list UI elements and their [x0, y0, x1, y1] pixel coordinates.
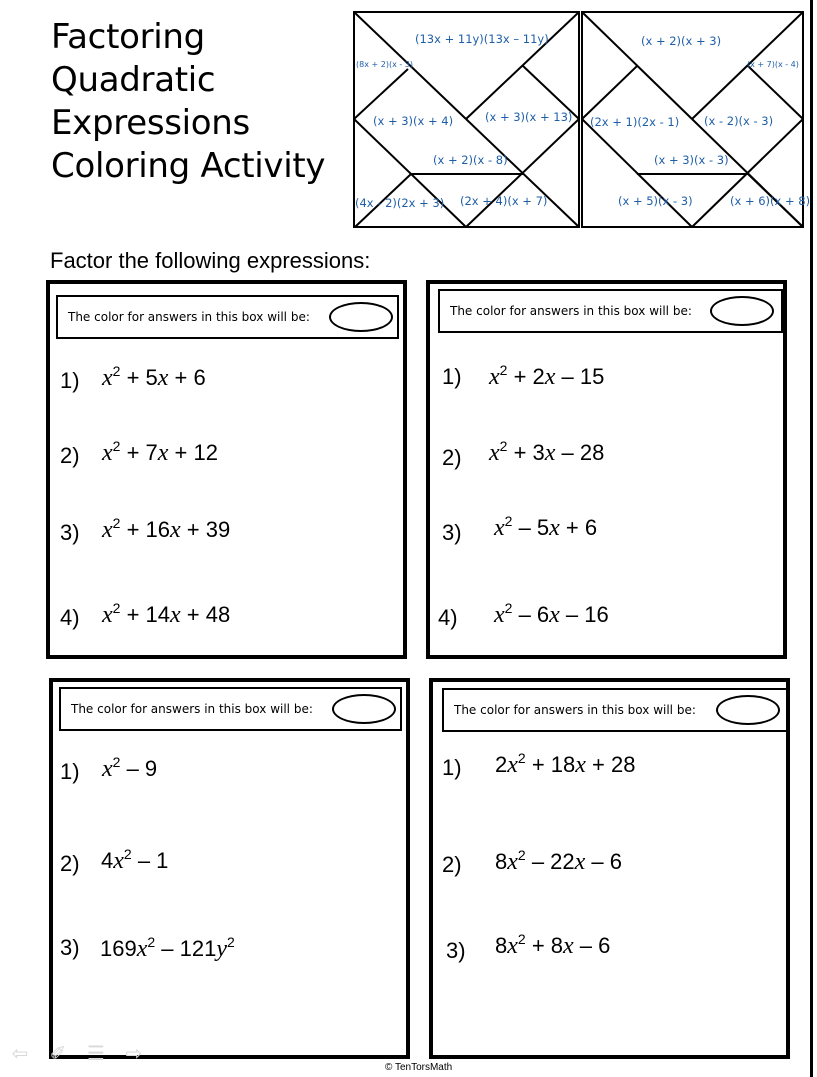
- color-prompt-text: The color for answers in this box will be:: [450, 304, 692, 318]
- puzzle-label-l6: (4x - 2)(2x + 3): [355, 196, 445, 210]
- problem-box-1: [46, 280, 407, 659]
- problem-box-4: [429, 678, 790, 1059]
- expression-2-2: $x^2 + 3x - 28$: [489, 438, 605, 466]
- expression-2-1: $x^2 + 2x - 15$: [489, 362, 605, 390]
- pen-icon[interactable]: ✐: [49, 1041, 67, 1065]
- puzzle-label-r2: (x + 7)(x - 4): [747, 60, 799, 69]
- question-number: 2): [442, 852, 462, 877]
- coloring-puzzle: [353, 11, 811, 229]
- question-number: 4): [438, 605, 458, 630]
- question-number: 2): [60, 851, 80, 876]
- color-prompt-box-3: [59, 687, 402, 731]
- expression-1-2: $x^2 + 7x + 12$: [102, 438, 218, 466]
- color-prompt-box-1: [56, 295, 399, 339]
- expression-2-3: $x^2 - 5x + 6$: [494, 513, 598, 541]
- expression-2-4: $x^2 - 6x - 16$: [494, 600, 609, 628]
- color-prompt-box-4: [442, 688, 788, 732]
- question-number: 3): [60, 935, 80, 960]
- puzzle-label-r6: (x + 5)(x - 3): [618, 194, 693, 208]
- puzzle-label-r5: (x + 3)(x - 3): [654, 153, 729, 167]
- color-prompt-text: The color for answers in this box will be:: [71, 702, 313, 716]
- puzzle-label-r3: (2x + 1)(2x - 1): [590, 115, 680, 129]
- color-oval-4[interactable]: [716, 695, 780, 725]
- slideshow-nav: [8, 1041, 146, 1065]
- expression-1-4: $x^2 + 14x + 48$: [102, 600, 231, 628]
- question-number: 1): [442, 755, 462, 780]
- title-line-3: Expressions: [51, 103, 250, 143]
- question-number: 4): [60, 605, 80, 630]
- menu-icon[interactable]: ☰: [87, 1041, 105, 1065]
- question-number: 3): [446, 938, 466, 963]
- question-number: 2): [60, 443, 80, 468]
- color-oval-2[interactable]: [710, 296, 774, 326]
- title-line-2: Quadratic: [51, 60, 216, 100]
- expression-1-1: $x^2 + 5x + 6$: [102, 363, 206, 391]
- expression-3-1: $x^2 - 9$: [102, 754, 158, 782]
- question-number: 3): [60, 520, 80, 545]
- title-line-4: Coloring Activity: [51, 146, 326, 186]
- expression-4-1: $2x^2 + 18x + 28$: [495, 750, 636, 778]
- expression-1-3: $x^2 + 16x + 39$: [102, 515, 231, 543]
- expression-3-3: $169x^2 - 121y^2$: [100, 934, 235, 962]
- instructions: Factor the following expressions:: [50, 248, 371, 273]
- expression-4-2: $8x^2 - 22x - 6$: [495, 847, 622, 875]
- page-right-rule: [810, 0, 813, 1077]
- color-prompt-text: The color for answers in this box will be:: [454, 703, 696, 717]
- question-number: 3): [442, 520, 462, 545]
- expression-3-2: $4x^2 - 1$: [101, 846, 169, 874]
- question-number: 1): [442, 364, 462, 389]
- puzzle-label-l2: (8x + 2)(x - 3): [356, 60, 413, 69]
- question-number: 2): [442, 445, 462, 470]
- puzzle-label-l4: (x + 3)(x + 13): [485, 110, 573, 124]
- color-oval-1[interactable]: [329, 302, 393, 332]
- forward-arrow-icon[interactable]: ⇨: [125, 1041, 143, 1065]
- color-prompt-text: The color for answers in this box will be:: [68, 310, 310, 324]
- puzzle-label-l1: (13x + 11y)(13x – 11y): [415, 32, 549, 46]
- question-number: 1): [60, 368, 80, 393]
- puzzle-label-l3: (x + 3)(x + 4): [373, 114, 454, 128]
- copyright-footer: © TenTorsMath: [385, 1062, 453, 1073]
- puzzle-label-l5: (x + 2)(x - 8): [433, 153, 508, 167]
- page-title: [51, 16, 325, 188]
- color-oval-3[interactable]: [332, 694, 396, 724]
- title-line-1: Factoring: [51, 17, 205, 57]
- back-arrow-icon[interactable]: ⇦: [11, 1041, 29, 1065]
- puzzle-label-r1: (x + 2)(x + 3): [641, 34, 722, 48]
- puzzle-label-l7: (2x + 4)(x + 7): [460, 194, 548, 208]
- expression-4-3: $8x^2 + 8x - 6$: [495, 931, 611, 959]
- color-prompt-box-2: [438, 289, 783, 333]
- question-number: 1): [60, 759, 80, 784]
- problem-box-2: [426, 280, 787, 659]
- problem-box-3: [49, 678, 410, 1059]
- puzzle-label-r7: (x + 6)(x + 8): [730, 194, 811, 208]
- puzzle-label-r4: (x - 2)(x - 3): [704, 114, 774, 128]
